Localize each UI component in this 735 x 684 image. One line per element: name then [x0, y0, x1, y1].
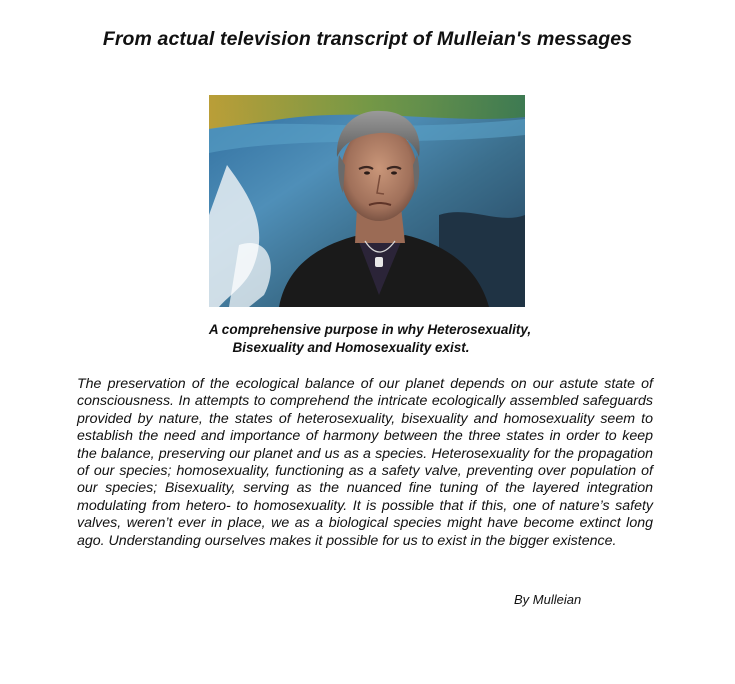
subtitle-line-2: Bisexuality and Homosexuality exist.	[232, 340, 470, 355]
body-paragraph: The preservation of the ecological balance of our planet depends on our astute state of consciousness. In attempts to comprehend the intricate ecologically assembled safeguards provided by nature, the states of heterosexuality, bisexuality and homosexuality seem to establish the need and importance of harmony between the three states in order to keep the balance, preserving our planet and us as a species. Heterosexuality for the propagation of our species; homosexuality, functioning as a safety valve, preventing over population of our species; Bisexuality, serving as the nuanced fine tuning of the layered integration modulating from hetero- to homosexuality. It is possible that if this, one of nature’s safety valves, weren’t ever in place, we as a biological species might have become extinct long ago. Understanding ourselves makes it possible for us to exist in the bigger existence.	[77, 376, 653, 549]
byline: By Mulleian	[514, 592, 582, 607]
subtitle-line-1: A comprehensive purpose in why Heterosexuality,	[208, 322, 532, 337]
portrait-photo	[209, 95, 525, 307]
subtitle	[150, 321, 590, 357]
page-title: From actual television transcript of Mulleian's messages	[102, 28, 633, 50]
